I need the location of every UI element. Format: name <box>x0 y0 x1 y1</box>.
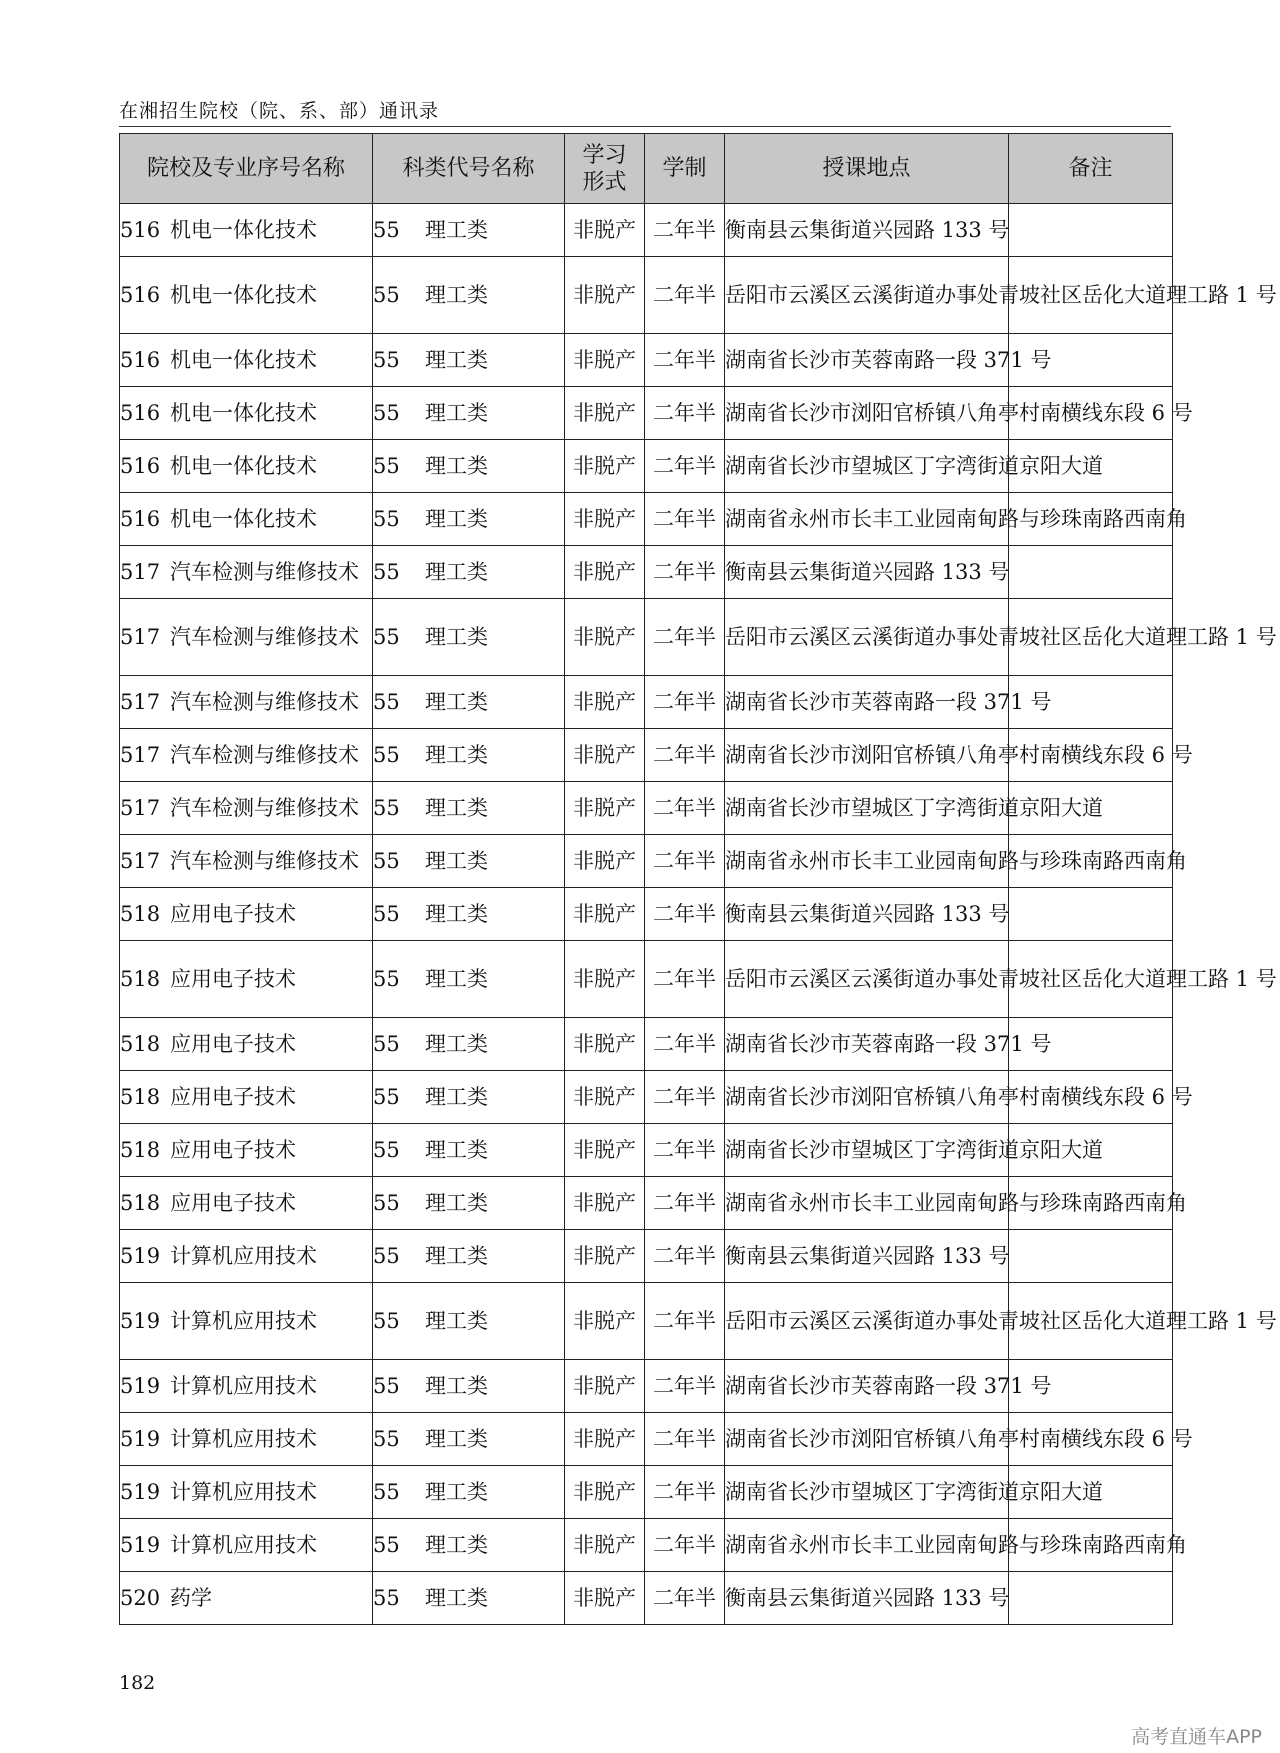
table-row <box>120 1071 1173 1124</box>
category-cell <box>373 1018 565 1071</box>
duration-cell: 二年半 <box>645 1413 725 1466</box>
program-name: 计算机应用技术 <box>170 1532 317 1557</box>
category-code: 55 <box>373 742 400 767</box>
program-cell <box>120 1230 373 1283</box>
program-number: 518 <box>120 966 161 991</box>
program-name: 汽车检测与维修技术 <box>170 795 359 820</box>
category-cell <box>373 782 565 835</box>
category-code: 55 <box>373 506 400 531</box>
table-row <box>120 729 1173 782</box>
program-number: 518 <box>120 1190 161 1215</box>
category-cell <box>373 257 565 334</box>
duration-cell: 二年半 <box>645 1519 725 1572</box>
program-name: 计算机应用技术 <box>170 1243 317 1268</box>
category-cell <box>373 440 565 493</box>
table-body <box>120 204 1277 1625</box>
duration-cell: 二年半 <box>645 334 725 387</box>
study-form-cell: 非脱产 <box>565 257 645 334</box>
category-code: 55 <box>373 1084 400 1109</box>
category-code: 55 <box>373 1137 400 1162</box>
category-code: 55 <box>373 217 400 242</box>
program-name: 机电一体化技术 <box>170 400 317 425</box>
category-name: 理工类 <box>425 742 488 767</box>
program-cell <box>120 599 373 676</box>
category-cell <box>373 941 565 1018</box>
location-cell: 湖南省永州市长丰工业园南甸路与珍珠南路西南角 <box>725 835 1009 888</box>
table-row <box>120 1124 1173 1177</box>
program-name: 机电一体化技术 <box>170 347 317 372</box>
category-cell <box>373 204 565 257</box>
table-row <box>120 204 1173 257</box>
duration-cell: 二年半 <box>645 888 725 941</box>
remark-cell <box>1009 1230 1173 1283</box>
program-cell <box>120 440 373 493</box>
study-form-cell: 非脱产 <box>565 1283 645 1360</box>
category-name: 理工类 <box>425 217 488 242</box>
table-row <box>120 493 1173 546</box>
program-number: 519 <box>120 1308 161 1333</box>
program-name: 机电一体化技术 <box>170 217 317 242</box>
category-code: 55 <box>373 453 400 478</box>
table-row <box>120 546 1173 599</box>
table-row <box>120 941 1173 1018</box>
duration-cell: 二年半 <box>645 1124 725 1177</box>
program-cell <box>120 729 373 782</box>
category-code: 55 <box>373 848 400 873</box>
program-name: 药学 <box>170 1585 212 1610</box>
location-cell: 衡南县云集街道兴园路 133 号 <box>725 546 1009 599</box>
table-row <box>120 334 1173 387</box>
program-cell <box>120 1283 373 1360</box>
study-form-cell: 非脱产 <box>565 204 645 257</box>
program-cell <box>120 1519 373 1572</box>
duration-cell: 二年半 <box>645 1071 725 1124</box>
program-number: 517 <box>120 848 161 873</box>
category-name: 理工类 <box>425 1585 488 1610</box>
category-name: 理工类 <box>425 1308 488 1333</box>
table-row <box>120 1018 1173 1071</box>
location-cell: 湖南省长沙市浏阳官桥镇八角亭村南横线东段 6 号 <box>725 1071 1009 1124</box>
category-code: 55 <box>373 1585 400 1610</box>
category-cell <box>373 1466 565 1519</box>
program-number: 520 <box>120 1585 161 1610</box>
category-name: 理工类 <box>425 1373 488 1398</box>
study-form-cell: 非脱产 <box>565 1124 645 1177</box>
location-cell: 湖南省永州市长丰工业园南甸路与珍珠南路西南角 <box>725 493 1009 546</box>
category-code: 55 <box>373 1190 400 1215</box>
category-cell <box>373 835 565 888</box>
program-number: 519 <box>120 1426 161 1451</box>
table-row <box>120 1572 1173 1625</box>
duration-cell: 二年半 <box>645 387 725 440</box>
header-duration: 学制 <box>645 134 725 204</box>
table-row <box>120 1177 1173 1230</box>
program-name: 应用电子技术 <box>170 1031 296 1056</box>
table-row <box>120 676 1173 729</box>
table-row <box>120 599 1173 676</box>
study-form-cell: 非脱产 <box>565 334 645 387</box>
program-name: 应用电子技术 <box>170 1084 296 1109</box>
location-cell: 衡南县云集街道兴园路 133 号 <box>725 1230 1009 1283</box>
category-code: 55 <box>373 1308 400 1333</box>
program-table <box>119 133 1277 1625</box>
category-name: 理工类 <box>425 1031 488 1056</box>
table-row <box>120 1360 1173 1413</box>
category-cell <box>373 1230 565 1283</box>
program-cell <box>120 782 373 835</box>
program-name: 机电一体化技术 <box>170 453 317 478</box>
category-name: 理工类 <box>425 559 488 584</box>
program-cell <box>120 1124 373 1177</box>
table-row <box>120 1519 1173 1572</box>
program-name: 汽车检测与维修技术 <box>170 689 359 714</box>
study-form-cell: 非脱产 <box>565 1230 645 1283</box>
program-name: 应用电子技术 <box>170 1137 296 1162</box>
program-cell <box>120 941 373 1018</box>
location-cell: 湖南省长沙市浏阳官桥镇八角亭村南横线东段 6 号 <box>725 1413 1009 1466</box>
location-cell: 岳阳市云溪区云溪街道办事处青坡社区岳化大道理工路 1 号 <box>725 941 1009 1018</box>
category-cell <box>373 1519 565 1572</box>
remark-cell <box>1009 546 1173 599</box>
program-cell <box>120 334 373 387</box>
program-number: 517 <box>120 742 161 767</box>
category-cell <box>373 1413 565 1466</box>
category-name: 理工类 <box>425 1426 488 1451</box>
duration-cell: 二年半 <box>645 729 725 782</box>
program-cell <box>120 676 373 729</box>
program-number: 519 <box>120 1373 161 1398</box>
program-name: 计算机应用技术 <box>170 1373 317 1398</box>
category-name: 理工类 <box>425 506 488 531</box>
program-number: 519 <box>120 1243 161 1268</box>
program-number: 516 <box>120 217 161 242</box>
program-number: 518 <box>120 1084 161 1109</box>
duration-cell: 二年半 <box>645 1230 725 1283</box>
program-number: 517 <box>120 624 161 649</box>
program-name: 汽车检测与维修技术 <box>170 848 359 873</box>
table-row <box>120 387 1173 440</box>
program-name: 机电一体化技术 <box>170 282 317 307</box>
table-row <box>120 440 1173 493</box>
study-form-cell: 非脱产 <box>565 1413 645 1466</box>
category-cell <box>373 729 565 782</box>
category-code: 55 <box>373 559 400 584</box>
category-code: 55 <box>373 1479 400 1504</box>
program-name: 机电一体化技术 <box>170 506 317 531</box>
program-cell <box>120 387 373 440</box>
location-cell: 衡南县云集街道兴园路 133 号 <box>725 204 1009 257</box>
category-name: 理工类 <box>425 624 488 649</box>
location-cell: 湖南省长沙市望城区丁字湾街道京阳大道 <box>725 1466 1009 1519</box>
category-cell <box>373 599 565 676</box>
category-code: 55 <box>373 1373 400 1398</box>
page-number: 182 <box>119 1672 156 1694</box>
program-name: 汽车检测与维修技术 <box>170 624 359 649</box>
category-code: 55 <box>373 400 400 425</box>
table-row <box>120 782 1173 835</box>
program-name: 应用电子技术 <box>170 901 296 926</box>
location-cell: 湖南省永州市长丰工业园南甸路与珍珠南路西南角 <box>725 1519 1009 1572</box>
study-form-cell: 非脱产 <box>565 546 645 599</box>
program-name: 计算机应用技术 <box>170 1308 317 1333</box>
location-cell: 岳阳市云溪区云溪街道办事处青坡社区岳化大道理工路 1 号 <box>725 599 1009 676</box>
location-cell: 湖南省长沙市芙蓉南路一段 371 号 <box>725 1018 1009 1071</box>
duration-cell: 二年半 <box>645 835 725 888</box>
category-name: 理工类 <box>425 1243 488 1268</box>
program-name: 计算机应用技术 <box>170 1479 317 1504</box>
program-cell <box>120 1360 373 1413</box>
study-form-cell: 非脱产 <box>565 1466 645 1519</box>
category-cell <box>373 1071 565 1124</box>
program-cell <box>120 1071 373 1124</box>
category-cell <box>373 334 565 387</box>
study-form-cell: 非脱产 <box>565 941 645 1018</box>
location-cell: 岳阳市云溪区云溪街道办事处青坡社区岳化大道理工路 1 号 <box>725 257 1009 334</box>
location-cell: 湖南省长沙市望城区丁字湾街道京阳大道 <box>725 1124 1009 1177</box>
header-form: 学习 形式 <box>565 134 645 204</box>
category-cell <box>373 676 565 729</box>
duration-cell: 二年半 <box>645 493 725 546</box>
category-name: 理工类 <box>425 848 488 873</box>
table-row <box>120 1283 1173 1360</box>
program-number: 516 <box>120 506 161 531</box>
program-name: 应用电子技术 <box>170 966 296 991</box>
category-code: 55 <box>373 347 400 372</box>
location-cell: 湖南省长沙市望城区丁字湾街道京阳大道 <box>725 782 1009 835</box>
header-category: 科类代号名称 <box>373 134 565 204</box>
location-cell: 湖南省永州市长丰工业园南甸路与珍珠南路西南角 <box>725 1177 1009 1230</box>
study-form-cell: 非脱产 <box>565 782 645 835</box>
table-header-row <box>120 134 1173 204</box>
program-number: 516 <box>120 453 161 478</box>
program-cell <box>120 546 373 599</box>
category-name: 理工类 <box>425 1532 488 1557</box>
location-cell: 湖南省长沙市浏阳官桥镇八角亭村南横线东段 6 号 <box>725 387 1009 440</box>
table-row <box>120 888 1173 941</box>
category-name: 理工类 <box>425 966 488 991</box>
program-number: 519 <box>120 1532 161 1557</box>
program-cell <box>120 888 373 941</box>
category-code: 55 <box>373 1243 400 1268</box>
program-name: 计算机应用技术 <box>170 1426 317 1451</box>
program-number: 516 <box>120 347 161 372</box>
duration-cell: 二年半 <box>645 941 725 1018</box>
duration-cell: 二年半 <box>645 1466 725 1519</box>
program-number: 516 <box>120 282 161 307</box>
program-cell <box>120 1177 373 1230</box>
duration-cell: 二年半 <box>645 1018 725 1071</box>
duration-cell: 二年半 <box>645 1177 725 1230</box>
location-cell: 衡南县云集街道兴园路 133 号 <box>725 888 1009 941</box>
category-code: 55 <box>373 1031 400 1056</box>
category-name: 理工类 <box>425 282 488 307</box>
study-form-cell: 非脱产 <box>565 1177 645 1230</box>
location-cell: 湖南省长沙市芙蓉南路一段 371 号 <box>725 1360 1009 1413</box>
table-row <box>120 1466 1173 1519</box>
location-cell: 岳阳市云溪区云溪街道办事处青坡社区岳化大道理工路 1 号 <box>725 1283 1009 1360</box>
category-code: 55 <box>373 901 400 926</box>
duration-cell: 二年半 <box>645 782 725 835</box>
category-name: 理工类 <box>425 1137 488 1162</box>
location-cell: 衡南县云集街道兴园路 133 号 <box>725 1572 1009 1625</box>
category-name: 理工类 <box>425 795 488 820</box>
program-cell <box>120 204 373 257</box>
category-code: 55 <box>373 624 400 649</box>
program-number: 516 <box>120 400 161 425</box>
study-form-cell: 非脱产 <box>565 1572 645 1625</box>
study-form-cell: 非脱产 <box>565 729 645 782</box>
study-form-cell: 非脱产 <box>565 835 645 888</box>
program-cell <box>120 835 373 888</box>
study-form-cell: 非脱产 <box>565 1519 645 1572</box>
remark-cell <box>1009 888 1173 941</box>
category-name: 理工类 <box>425 689 488 714</box>
header-rule <box>119 126 1171 127</box>
study-form-cell: 非脱产 <box>565 440 645 493</box>
program-cell <box>120 1572 373 1625</box>
duration-cell: 二年半 <box>645 1360 725 1413</box>
category-name: 理工类 <box>425 1084 488 1109</box>
program-number: 518 <box>120 1137 161 1162</box>
location-cell: 湖南省长沙市浏阳官桥镇八角亭村南横线东段 6 号 <box>725 729 1009 782</box>
category-cell <box>373 1177 565 1230</box>
duration-cell: 二年半 <box>645 676 725 729</box>
header-remark: 备注 <box>1009 134 1173 204</box>
program-name: 应用电子技术 <box>170 1190 296 1215</box>
duration-cell: 二年半 <box>645 599 725 676</box>
table-row <box>120 835 1173 888</box>
category-name: 理工类 <box>425 347 488 372</box>
program-cell <box>120 493 373 546</box>
location-cell: 湖南省长沙市芙蓉南路一段 371 号 <box>725 676 1009 729</box>
category-code: 55 <box>373 1426 400 1451</box>
duration-cell: 二年半 <box>645 1283 725 1360</box>
table-row <box>120 1413 1173 1466</box>
study-form-cell: 非脱产 <box>565 1360 645 1413</box>
category-code: 55 <box>373 1532 400 1557</box>
program-cell <box>120 1413 373 1466</box>
category-cell <box>373 387 565 440</box>
remark-cell <box>1009 1572 1173 1625</box>
category-name: 理工类 <box>425 901 488 926</box>
category-name: 理工类 <box>425 453 488 478</box>
program-cell <box>120 1018 373 1071</box>
category-cell <box>373 1360 565 1413</box>
program-number: 518 <box>120 1031 161 1056</box>
study-form-cell: 非脱产 <box>565 1018 645 1071</box>
remark-cell <box>1009 204 1173 257</box>
category-name: 理工类 <box>425 1479 488 1504</box>
watermark: 高考直通车APP <box>1131 1726 1262 1748</box>
duration-cell: 二年半 <box>645 546 725 599</box>
duration-cell: 二年半 <box>645 257 725 334</box>
category-name: 理工类 <box>425 400 488 425</box>
table-row <box>120 257 1173 334</box>
program-cell <box>120 1466 373 1519</box>
location-cell: 湖南省长沙市望城区丁字湾街道京阳大道 <box>725 440 1009 493</box>
duration-cell: 二年半 <box>645 204 725 257</box>
category-code: 55 <box>373 689 400 714</box>
category-cell <box>373 1572 565 1625</box>
category-code: 55 <box>373 795 400 820</box>
program-number: 518 <box>120 901 161 926</box>
category-name: 理工类 <box>425 1190 488 1215</box>
category-cell <box>373 546 565 599</box>
table-row <box>120 1230 1173 1283</box>
category-code: 55 <box>373 966 400 991</box>
category-cell <box>373 1124 565 1177</box>
study-form-cell: 非脱产 <box>565 599 645 676</box>
running-header: 在湘招生院校（院、系、部）通讯录 <box>119 100 440 122</box>
category-code: 55 <box>373 282 400 307</box>
study-form-cell: 非脱产 <box>565 493 645 546</box>
location-cell: 湖南省长沙市芙蓉南路一段 371 号 <box>725 334 1009 387</box>
program-cell <box>120 257 373 334</box>
header-location: 授课地点 <box>725 134 1009 204</box>
study-form-cell: 非脱产 <box>565 387 645 440</box>
study-form-cell: 非脱产 <box>565 676 645 729</box>
study-form-cell: 非脱产 <box>565 1071 645 1124</box>
duration-cell: 二年半 <box>645 1572 725 1625</box>
program-name: 汽车检测与维修技术 <box>170 559 359 584</box>
program-number: 517 <box>120 559 161 584</box>
program-number: 519 <box>120 1479 161 1504</box>
category-cell <box>373 1283 565 1360</box>
header-program: 院校及专业序号名称 <box>120 134 373 204</box>
category-cell <box>373 888 565 941</box>
duration-cell: 二年半 <box>645 440 725 493</box>
study-form-cell: 非脱产 <box>565 888 645 941</box>
program-number: 517 <box>120 689 161 714</box>
category-cell <box>373 493 565 546</box>
program-number: 517 <box>120 795 161 820</box>
program-name: 汽车检测与维修技术 <box>170 742 359 767</box>
